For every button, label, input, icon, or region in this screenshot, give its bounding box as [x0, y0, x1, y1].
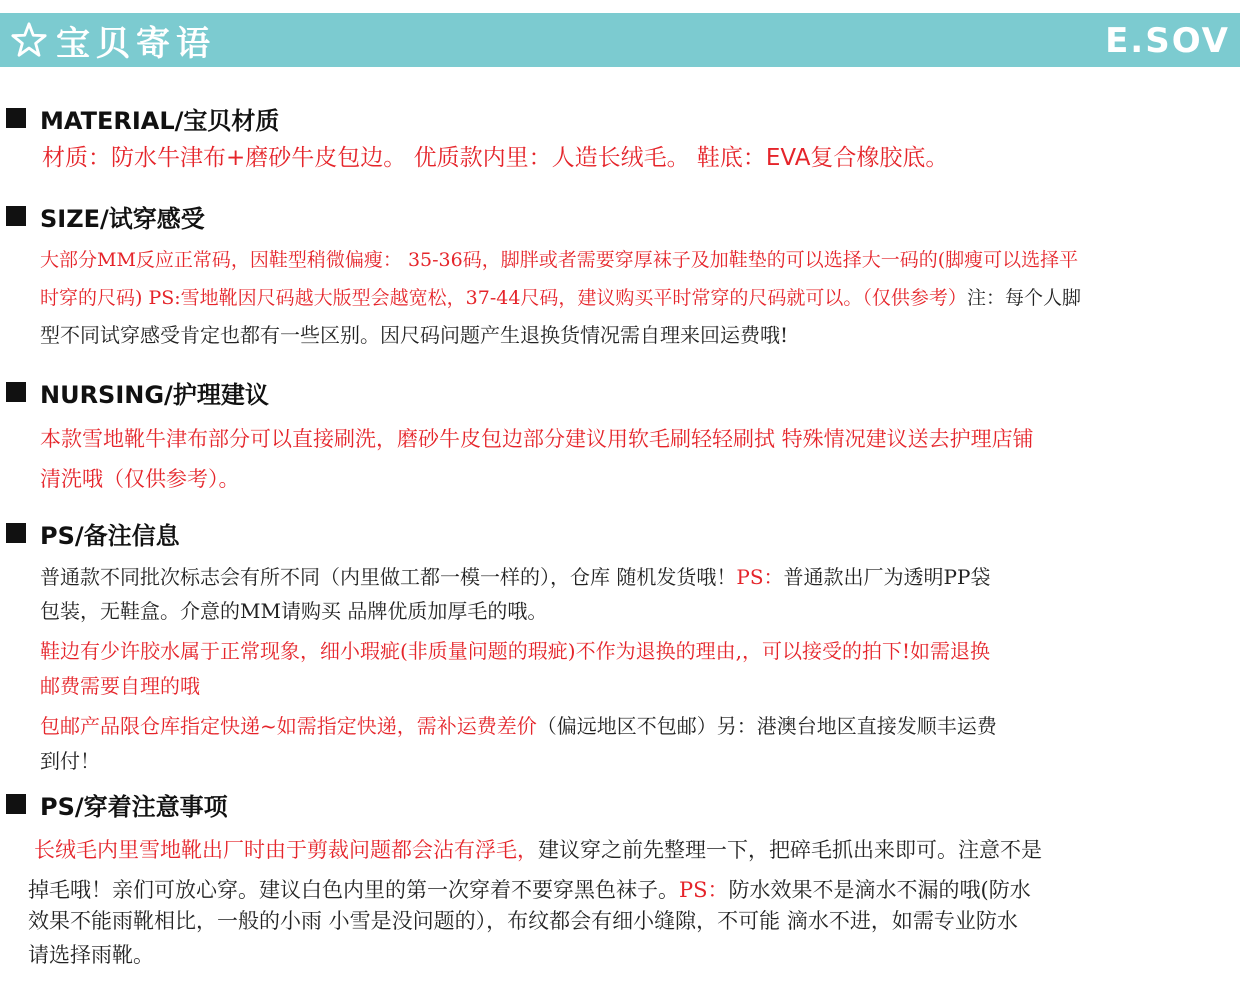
- ps-wear-line-1-red: 长绒毛内里雪地靴出厂时由于剪裁问题都会沾有浮毛，: [34, 838, 538, 862]
- ps-info-line-2: 包装，无鞋盒。介意的MM请购买 品牌优质加厚毛的哦。: [40, 599, 548, 623]
- ps-wear-line-3: 效果不能雨靴相比，一般的小雨 小雪是没问题的），布纹都会有细小缝隙，不可能 滴水不进，如需专业防水: [28, 909, 1018, 933]
- material-line: 材质：防水牛津布+磨砂牛皮包边。 优质款内里：人造长绒毛。 鞋底：EVA复合橡胶底。: [42, 145, 949, 171]
- nursing-line-2: 清洗哦（仅供参考）。: [40, 467, 240, 491]
- ps-info-line-6: 到付！: [40, 749, 100, 773]
- ps-info-line-1-red: PS：: [736, 565, 784, 589]
- banner-title-text: 宝贝寄语: [56, 23, 216, 64]
- header-banner: [0, 13, 1240, 67]
- square-bullet-icon: [6, 206, 26, 226]
- section-heading-ps-wear: [6, 789, 228, 819]
- ps-info-line-5-red: 包邮产品限仓库指定快递~如需指定快递，需补运费差价: [40, 714, 537, 738]
- square-bullet-icon: [6, 523, 26, 543]
- ps-wear-line-2-dark2: 防水效果不是滴水不漏的哦(防水: [728, 878, 1031, 902]
- section-heading-size: [6, 201, 205, 231]
- size-line-1: 大部分MM反应正常码，因鞋型稍微偏瘦： 35-36码，脚胖或者需要穿厚袜子及加鞋垫的可以选择大一码的(脚瘦可以选择平: [40, 249, 1079, 271]
- heading-text: MATERIAL/宝贝材质: [40, 106, 280, 135]
- ps-wear-line-4: 请选择雨靴。: [28, 943, 154, 967]
- ps-info-line-1: [40, 563, 990, 591]
- star-icon: [10, 21, 48, 59]
- ps-info-line-5-dark: （偏远地区不包邮）另：港澳台地区直接发顺丰运费: [536, 714, 997, 738]
- heading-text: PS/备注信息: [40, 521, 180, 550]
- square-bullet-icon: [6, 794, 26, 814]
- nursing-line-1: 本款雪地靴牛津布部分可以直接刷洗，磨砂牛皮包边部分建议用软毛刷轻轻刷拭 特殊情况建议送去护理店铺: [40, 427, 1034, 451]
- ps-info-line-3: 鞋边有少许胶水属于正常现象，细小瑕疵(非质量问题的瑕疵)不作为退换的理由,，可以接受的拍下!如需退换: [40, 639, 990, 663]
- ps-info-line-5: [40, 712, 997, 740]
- banner-title: [10, 19, 216, 64]
- ps-wear-line-1: [34, 836, 1042, 864]
- size-line-3: 型不同试穿感受肯定也都有一些区别。因尺码问题产生退换货情况需自理来回运费哦!: [40, 323, 789, 347]
- ps-info-line-1-dark: 普通款不同批次标志会有所不同（内里做工都一模一样的），仓库 随机发货哦！: [40, 565, 737, 589]
- size-line-2: [40, 284, 1081, 312]
- section-heading-nursing: [6, 377, 269, 407]
- ps-wear-line-2-dark: 掉毛哦！亲们可放心穿。建议白色内里的第一次穿着不要穿黑色袜子。: [28, 878, 679, 902]
- brand-logo: E.SOV: [1105, 21, 1230, 61]
- ps-info-line-4: 邮费需要自理的哦: [40, 674, 200, 698]
- square-bullet-icon: [6, 108, 26, 128]
- size-line-2-red: 时穿的尺码) PS:雪地靴因尺码越大版型会越宽松，37-44尺码，建议购买平时常穿的尺码就可以。（仅供参考）: [40, 287, 967, 309]
- ps-wear-line-2: [28, 876, 1031, 904]
- section-heading-material: [6, 103, 279, 133]
- square-bullet-icon: [6, 382, 26, 402]
- section-heading-ps-info: [6, 518, 180, 548]
- ps-info-line-1-dark2: 普通款出厂为透明PP袋: [783, 565, 991, 589]
- ps-wear-line-1-dark: 建议穿之前先整理一下，把碎毛抓出来即可。注意不是: [538, 838, 1042, 862]
- size-line-2-dark: 注：每个人脚: [966, 287, 1081, 309]
- heading-text: NURSING/护理建议: [40, 380, 269, 409]
- heading-text: SIZE/试穿感受: [40, 204, 205, 233]
- ps-wear-line-2-red: PS：: [679, 878, 729, 902]
- heading-text: PS/穿着注意事项: [40, 792, 228, 821]
